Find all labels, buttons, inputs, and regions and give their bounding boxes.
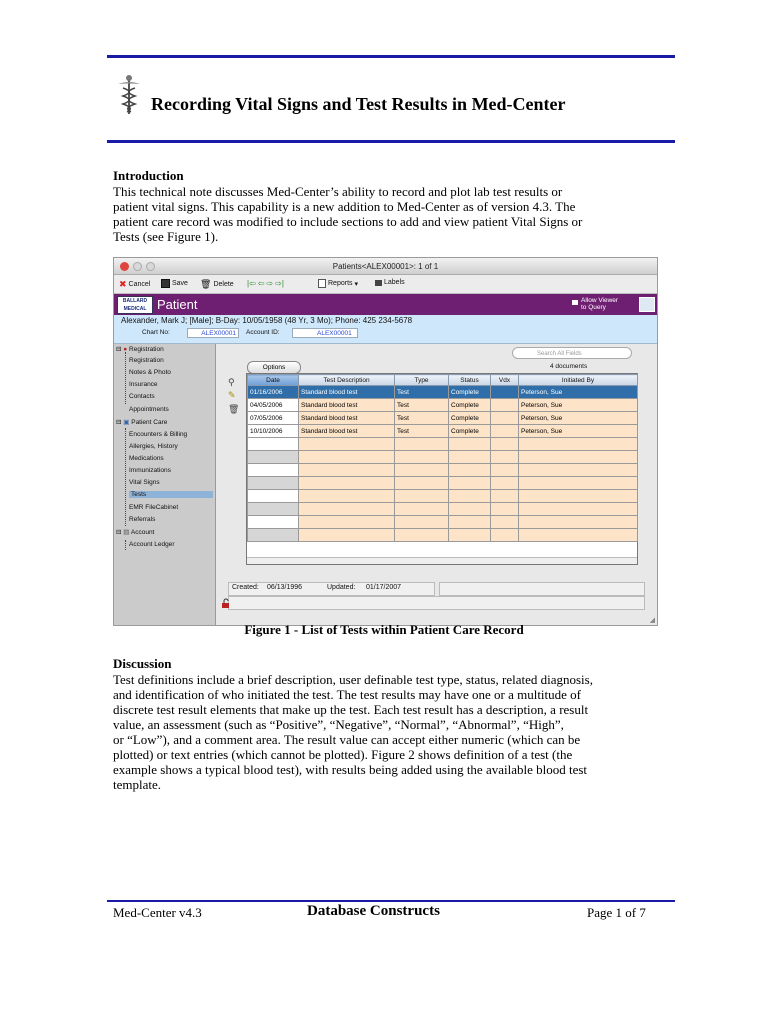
cancel-label: Cancel bbox=[128, 281, 151, 288]
tests-table bbox=[246, 373, 638, 565]
intro-line: Tests (see Figure 1). bbox=[113, 229, 219, 244]
save-button[interactable] bbox=[161, 279, 188, 288]
tree-group-account[interactable]: ⊟ ▤ Account bbox=[116, 529, 155, 536]
chart-no-field[interactable]: ALEX00001 bbox=[187, 328, 239, 338]
tree-item-emr-filecabinet[interactable]: EMR FileCabinet bbox=[129, 504, 179, 511]
cell-status[interactable]: Complete bbox=[449, 425, 491, 438]
empty-row bbox=[248, 529, 638, 542]
reports-label: Reports bbox=[328, 280, 353, 287]
intro-line: patient care record was modified to include sections to add and view patient Vital Signs or bbox=[113, 214, 583, 229]
tests-panel bbox=[216, 344, 657, 625]
figure-caption: Figure 1 - List of Tests within Patient Care Record bbox=[244, 622, 524, 637]
tree-connector bbox=[125, 428, 126, 526]
empty-row bbox=[248, 438, 638, 451]
cell-date: 01/16/2006 bbox=[248, 386, 299, 399]
allow-viewer-label bbox=[581, 297, 618, 311]
tree-item-vital-signs[interactable]: Vital Signs bbox=[129, 479, 160, 486]
search-input[interactable]: Search All Fields bbox=[512, 347, 632, 359]
person-icon: ● bbox=[123, 346, 128, 353]
cancel-button[interactable] bbox=[119, 279, 150, 290]
tree-item-contacts[interactable]: Contacts bbox=[129, 393, 155, 400]
horizontal-scrollbar[interactable] bbox=[247, 557, 637, 564]
cell-type[interactable]: Test bbox=[395, 412, 449, 425]
empty-row bbox=[248, 490, 638, 503]
trash-icon: 🗑 bbox=[200, 279, 212, 289]
updated-label: Updated: bbox=[327, 584, 356, 591]
footer-page-number: Page 1 of 7 bbox=[587, 905, 646, 920]
intro-heading: Introduction bbox=[113, 168, 184, 183]
intro-line: This technical note discusses Med-Center’s ability to record and plot lab test results or bbox=[113, 184, 563, 199]
table-row[interactable] bbox=[248, 386, 638, 399]
resize-grip-icon[interactable]: ◢ bbox=[649, 617, 655, 624]
column-header-vdx[interactable]: Vdx bbox=[491, 375, 519, 386]
discussion-line: discrete test result elements that make up the test. Each test result has a description, a result bbox=[113, 702, 589, 717]
tree-group-registration[interactable]: ⊟ ● Registration bbox=[116, 346, 164, 353]
discussion-line: and identification of who initiated the test. The test results may have one or a multitude of bbox=[113, 687, 581, 702]
cell-type[interactable]: Test bbox=[395, 386, 449, 399]
allow-viewer-line1: Allow Viewer bbox=[581, 297, 619, 304]
patient-window bbox=[113, 257, 658, 626]
banner-title: Patient bbox=[157, 297, 198, 312]
discussion-line: value, an assessment (such as “Positive”, “Negative”, “Normal”, “Abnormal”, “High”, bbox=[113, 717, 564, 732]
prev-record-icon[interactable]: ⇦ bbox=[257, 279, 265, 288]
tree-item-referrals[interactable]: Referrals bbox=[129, 516, 156, 523]
footer-box bbox=[228, 596, 645, 610]
tree-item-account-ledger[interactable]: Account Ledger bbox=[129, 541, 175, 548]
cell-initiated-by: Peterson, Sue bbox=[519, 412, 638, 425]
wallet-icon: ▤ bbox=[123, 529, 130, 536]
tree-item-medications[interactable]: Medications bbox=[129, 455, 164, 462]
updated-value: 01/17/2007 bbox=[366, 584, 402, 591]
account-id-label: Account ID: bbox=[246, 329, 280, 336]
record-dates bbox=[224, 582, 654, 594]
cell-date: 07/05/2006 bbox=[248, 412, 299, 425]
created-label: Created: bbox=[232, 584, 259, 591]
cell-vdx bbox=[491, 425, 519, 438]
discussion-line: template. bbox=[113, 777, 162, 792]
cell-status[interactable]: Complete bbox=[449, 399, 491, 412]
new-record-icon[interactable]: ✎ bbox=[228, 390, 236, 400]
discussion-heading: Discussion bbox=[113, 656, 172, 671]
window-titlebar bbox=[114, 258, 657, 275]
dropdown-icon: ▾ bbox=[354, 280, 359, 288]
tree-group-label: Account bbox=[130, 529, 155, 536]
top-rule bbox=[107, 55, 675, 58]
tree-connector bbox=[125, 352, 126, 404]
cell-description: Standard blood test bbox=[299, 425, 395, 438]
account-id-field[interactable]: ALEX00001 bbox=[292, 328, 358, 338]
cell-description: Standard blood test bbox=[299, 412, 395, 425]
cell-status[interactable]: Complete bbox=[449, 412, 491, 425]
cell-type[interactable]: Test bbox=[395, 399, 449, 412]
x-icon: ✖ bbox=[119, 279, 127, 289]
options-button[interactable]: Options bbox=[247, 361, 301, 374]
save-label: Save bbox=[172, 280, 188, 287]
labels-label: Labels bbox=[384, 279, 405, 286]
folder-icon: ▣ bbox=[123, 419, 130, 426]
column-header-type[interactable]: Type bbox=[395, 375, 449, 386]
allow-viewer-line2: to Query bbox=[581, 304, 606, 311]
cell-vdx bbox=[491, 399, 519, 412]
cell-vdx bbox=[491, 412, 519, 425]
footer-version: Med-Center v4.3 bbox=[113, 905, 202, 920]
cell-date: 04/05/2006 bbox=[248, 399, 299, 412]
report-icon bbox=[318, 279, 326, 288]
ballard-logo: BALLARD MEDICAL bbox=[117, 296, 153, 314]
status-box bbox=[439, 582, 645, 596]
document-title: Recording Vital Signs and Test Results in Med-Center bbox=[151, 94, 566, 114]
patient-summary: Alexander, Mark J; [Male]; B-Day: 10/05/1958 (48 Yr, 3 Mo); Phone: 425 234-5678 bbox=[121, 316, 413, 325]
search-record-icon[interactable]: ⚲ bbox=[228, 377, 235, 387]
labels-button[interactable] bbox=[375, 279, 405, 286]
column-header-test-description[interactable]: Test Description bbox=[299, 375, 395, 386]
empty-row bbox=[248, 464, 638, 477]
tree-item-tests[interactable]: Tests bbox=[129, 491, 213, 498]
cell-initiated-by: Peterson, Sue bbox=[519, 425, 638, 438]
delete-label: Delete bbox=[213, 281, 234, 288]
tree-item-immunizations[interactable]: Immunizations bbox=[129, 467, 171, 474]
next-record-icon[interactable]: ⇨ bbox=[266, 279, 274, 288]
discussion-line: Test definitions include a brief description, user definable test type, status, related diagnosis, bbox=[113, 672, 593, 687]
record-tree bbox=[114, 344, 216, 625]
table-row[interactable] bbox=[248, 425, 638, 438]
cell-type[interactable]: Test bbox=[395, 425, 449, 438]
cell-description: Standard blood test bbox=[299, 386, 395, 399]
column-header-date[interactable]: Date bbox=[248, 375, 299, 386]
toolbar bbox=[114, 275, 657, 294]
first-record-icon[interactable]: |⇦ bbox=[247, 279, 256, 288]
allow-viewer-checkbox[interactable] bbox=[572, 300, 578, 305]
table-row[interactable] bbox=[248, 412, 638, 425]
caduceus-icon bbox=[115, 74, 143, 116]
cell-vdx bbox=[491, 386, 519, 399]
discussion-paragraph bbox=[113, 672, 655, 792]
table-header-row bbox=[248, 375, 638, 386]
discussion-line: example shows a typical blood test), with results being added using the available blood test bbox=[113, 762, 588, 777]
column-header-status[interactable]: Status bbox=[449, 375, 491, 386]
cell-description: Standard blood test bbox=[299, 399, 395, 412]
delete-button[interactable] bbox=[200, 279, 234, 290]
empty-row bbox=[248, 516, 638, 529]
empty-row bbox=[248, 477, 638, 490]
discussion-line: plotted) or text entries (which cannot be plotted). Figure 2 shows definition of a test (the bbox=[113, 747, 573, 762]
delete-record-icon[interactable]: 🗑 bbox=[228, 404, 240, 414]
tree-group-patient-care[interactable]: ⊟ ▣ Patient Care bbox=[116, 419, 168, 426]
window-title: Patients<ALEX00001>: 1 of 1 bbox=[332, 262, 439, 271]
empty-row bbox=[248, 451, 638, 464]
document-count: 4 documents bbox=[550, 363, 588, 370]
discussion-line: or “Low”), and a comment area. The result value can accept either numeric (which can be bbox=[113, 732, 581, 747]
intro-paragraph bbox=[113, 184, 655, 244]
tree-group-label: Patient Care bbox=[131, 419, 168, 426]
patient-info-bar bbox=[114, 315, 657, 344]
tree-item-appointments[interactable]: Appointments bbox=[129, 406, 169, 413]
tree-item-allergies[interactable]: Allergies, History bbox=[129, 443, 178, 450]
tree-item-encounters[interactable]: Encounters & Billing bbox=[129, 431, 188, 438]
created-value: 06/13/1996 bbox=[267, 584, 303, 591]
tree-connector bbox=[125, 540, 126, 550]
reports-button[interactable] bbox=[318, 279, 358, 288]
header-rule bbox=[107, 140, 675, 143]
tree-group-label: Registration bbox=[129, 346, 164, 353]
cell-status[interactable]: Complete bbox=[449, 386, 491, 399]
footer-company: Database Constructs bbox=[307, 903, 440, 919]
printer-icon bbox=[375, 280, 382, 286]
created-updated-box bbox=[228, 582, 435, 596]
window-grid-icon[interactable] bbox=[639, 297, 655, 312]
empty-row bbox=[248, 503, 638, 516]
nav-arrows[interactable] bbox=[247, 279, 284, 288]
tree-item-notes-photo[interactable]: Notes & Photo bbox=[129, 369, 171, 376]
last-record-icon[interactable]: ⇨| bbox=[275, 279, 284, 288]
tree-item-registration[interactable]: Registration bbox=[129, 357, 164, 364]
tree-item-insurance[interactable]: Insurance bbox=[129, 381, 158, 388]
lock-icon[interactable] bbox=[221, 598, 231, 608]
cell-date: 10/10/2006 bbox=[248, 425, 299, 438]
footer-rule bbox=[107, 900, 675, 902]
table-row[interactable] bbox=[248, 399, 638, 412]
intro-line: patient vital signs. This capability is a new addition to Med-Center as of version 4.3. The bbox=[113, 199, 576, 214]
cell-initiated-by: Peterson, Sue bbox=[519, 386, 638, 399]
patient-banner bbox=[114, 294, 657, 315]
chart-no-label: Chart No: bbox=[142, 329, 170, 336]
cell-initiated-by: Peterson, Sue bbox=[519, 399, 638, 412]
column-header-initiated-by[interactable]: Initiated By bbox=[519, 375, 638, 386]
floppy-icon bbox=[161, 279, 170, 288]
